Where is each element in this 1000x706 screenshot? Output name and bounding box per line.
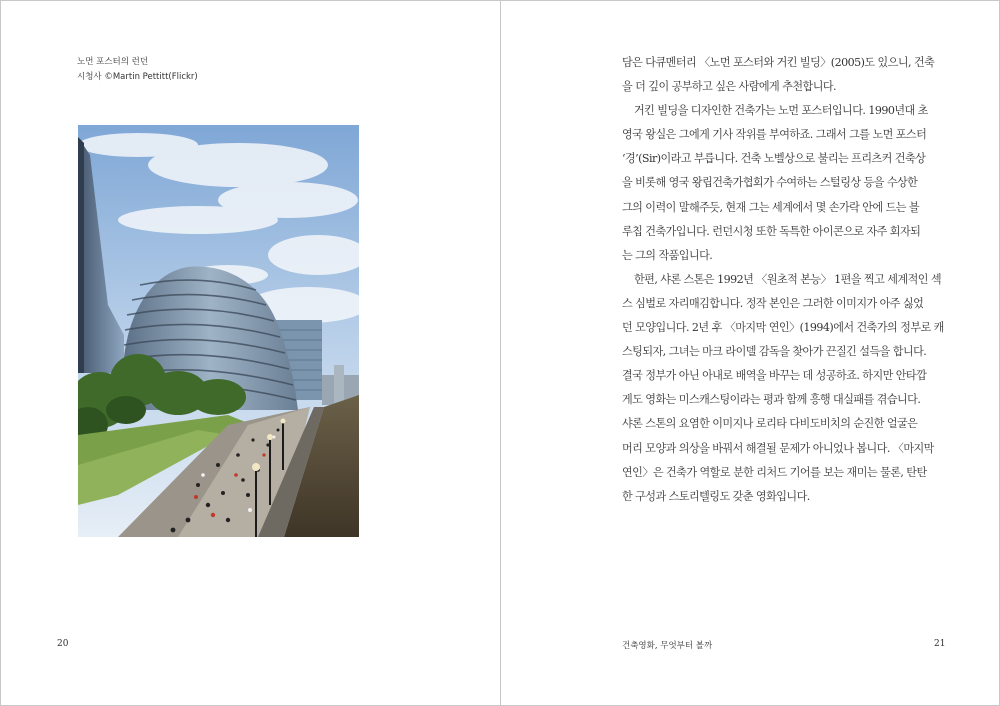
running-head: 건축영화, 무엇부터 볼까 <box>622 641 713 651</box>
text-line: 던 모양입니다. 2년 후 〈마지막 연인〉(1994)에서 건축가의 정부로 캐 <box>622 321 944 335</box>
photo-caption <box>77 55 198 85</box>
text-line: 머리 모양과 의상을 바꿔서 해결될 문제가 아니었나 봅니다. 〈마지막 <box>622 441 934 455</box>
page-number-left: 20 <box>57 639 69 649</box>
text-line: 거킨 빌딩을 디자인한 건축가는 노먼 포스터입니다. 1990년대 초 <box>634 104 928 118</box>
right-page <box>500 0 1000 706</box>
body-text <box>622 51 957 509</box>
text-line: 스팅되자, 그녀는 마크 라이델 감독을 찾아가 끈질긴 설득을 합니다. <box>622 345 927 359</box>
text-line: 샤론 스톤의 요염한 이미지나 로리타 다비도비치의 순진한 얼굴은 <box>622 417 918 431</box>
text-line: 한 구성과 스토리텔링도 갖춘 영화입니다. <box>622 489 810 503</box>
text-line: 을 비롯해 영국 왕립건축가협회가 수여하는 스털링상 등을 수상한 <box>622 176 918 190</box>
caption-credit: 시청사 ©Martin Pettitt(Flickr) <box>77 72 198 82</box>
text-line: 한편, 샤론 스톤은 1992년 〈원초적 본능〉 1편을 찍고 세계적인 섹 <box>634 272 942 286</box>
caption-title: 노먼 포스터의 런던 <box>77 57 149 67</box>
text-line: 스 심벌로 자리매김합니다. 정작 본인은 그러한 이미지가 아주 싫었 <box>622 296 924 310</box>
london-city-hall-photo <box>78 125 359 537</box>
text-line: ‘경’(Sir)이라고 부릅니다. 건축 노벨상으로 불리는 프리츠커 건축상 <box>622 152 926 166</box>
page-number-right: 21 <box>934 639 946 649</box>
text-line: 담은 다큐멘터리 〈노먼 포스터와 거킨 빌딩〉(2005)도 있으니, 건축 <box>622 56 935 69</box>
text-line: 그의 이력이 말해주듯, 현재 그는 세계에서 몇 손가락 안에 드는 블 <box>622 200 920 214</box>
text-line: 연인〉은 건축가 역할로 분한 리처드 기어를 보는 재미는 물론, 탄탄 <box>622 465 927 479</box>
text-line: 루칩 건축가입니다. 런던시청 또한 독특한 아이콘으로 자주 회자되 <box>622 224 921 238</box>
text-line: 영국 왕실은 그에게 기사 작위를 부여하죠. 그래서 그를 노먼 포스터 <box>622 128 927 142</box>
text-line: 는 그의 작품입니다. <box>622 248 713 262</box>
text-line: 결국 정부가 아닌 아내로 배역을 바꾸는 데 성공하죠. 하지만 안타깝 <box>622 369 927 383</box>
text-line: 게도 영화는 미스캐스팅이라는 평과 함께 흥행 대실패를 겪습니다. <box>622 393 921 407</box>
text-line: 을 더 깊이 공부하고 싶은 사람에게 추천합니다. <box>622 80 837 94</box>
